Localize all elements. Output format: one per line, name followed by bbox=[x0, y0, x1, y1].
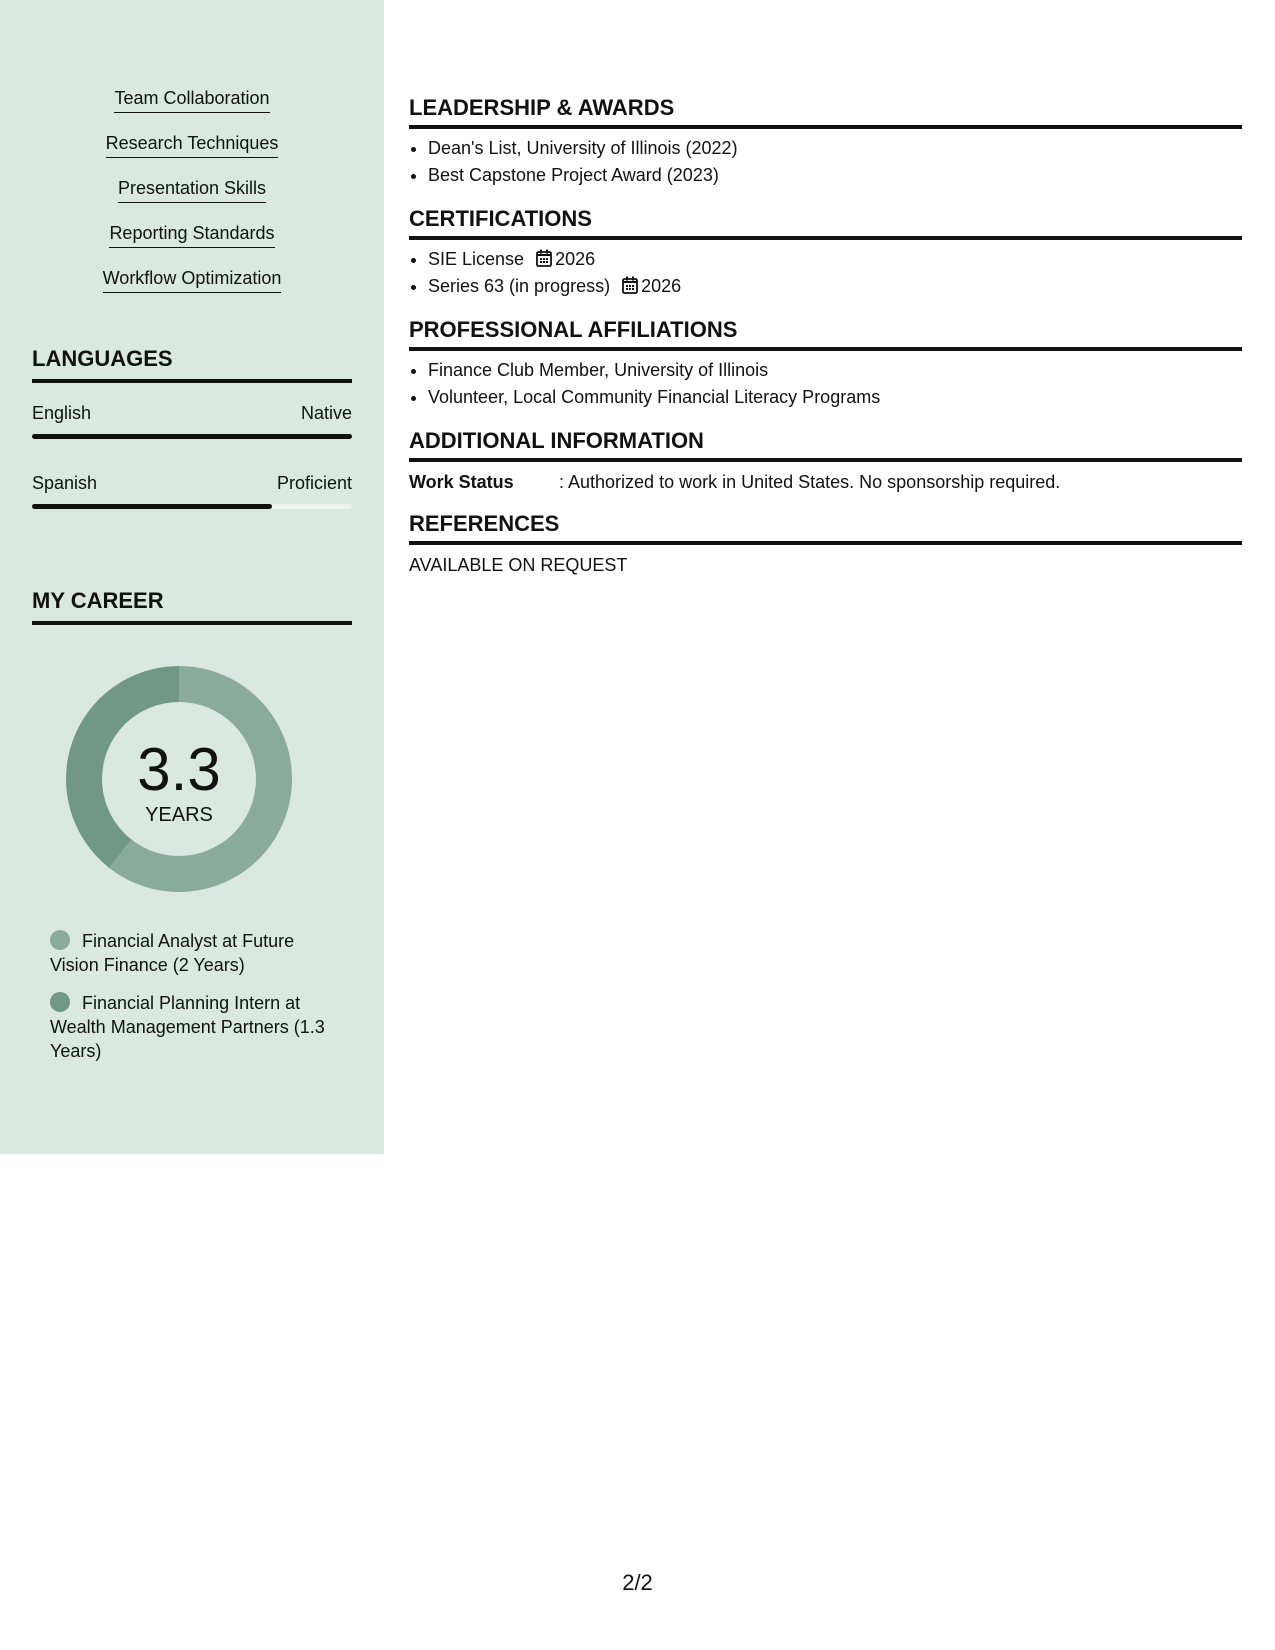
work-status-label: Work Status bbox=[409, 472, 514, 492]
references-heading: REFERENCES bbox=[409, 510, 1242, 545]
career-unit: YEARS bbox=[145, 804, 213, 826]
list-item: • Volunteer, Local Community Financial Literacy Programs bbox=[428, 384, 1242, 411]
list-item: • Dean's List, University of Illinois (2022) bbox=[428, 135, 1242, 162]
language-level: Native bbox=[300, 403, 352, 423]
calendar-icon bbox=[622, 276, 638, 294]
skill-label: Workflow Optimization bbox=[103, 266, 282, 293]
certification-year: 2026 bbox=[641, 276, 682, 296]
language-row-english bbox=[32, 403, 352, 424]
language-level: Proficient bbox=[276, 473, 352, 493]
work-status-row bbox=[409, 470, 1242, 494]
career-legend-label: Financial Planning Intern at Wealth Management Partners (1.3 Years) bbox=[50, 993, 325, 1061]
certification-name: Series 63 (in progress) bbox=[428, 276, 611, 296]
career-total: 3.3 bbox=[137, 736, 221, 803]
references-text: AVAILABLE ON REQUEST bbox=[409, 555, 628, 575]
leadership-section bbox=[409, 94, 1242, 189]
career-legend-item bbox=[50, 929, 330, 977]
skills-list bbox=[0, 86, 384, 311]
language-bar-fill bbox=[32, 504, 272, 509]
list-item bbox=[428, 273, 1242, 300]
skill-label: Research Techniques bbox=[106, 131, 279, 158]
leadership-heading: LEADERSHIP & AWARDS bbox=[409, 94, 1242, 129]
skill-item bbox=[0, 86, 384, 131]
leadership-list bbox=[409, 135, 1242, 189]
career-legend-item bbox=[50, 991, 330, 1063]
certification-year: 2026 bbox=[555, 249, 596, 269]
certification-name: SIE License bbox=[428, 249, 525, 269]
skill-label: Reporting Standards bbox=[109, 221, 274, 248]
affiliations-heading: PROFESSIONAL AFFILIATIONS bbox=[409, 316, 1242, 351]
skill-label: Team Collaboration bbox=[114, 86, 269, 113]
affiliations-section bbox=[409, 316, 1242, 411]
sidebar bbox=[0, 0, 384, 1154]
language-name: English bbox=[32, 403, 92, 423]
certifications-section bbox=[409, 205, 1242, 300]
career-legend-label: Financial Analyst at Future Vision Finance (2 Years) bbox=[50, 931, 295, 975]
language-bar-english bbox=[32, 434, 352, 439]
skill-item bbox=[0, 131, 384, 176]
language-bar-fill bbox=[32, 434, 352, 439]
career-heading: MY CAREER bbox=[32, 587, 352, 625]
affiliations-list bbox=[409, 357, 1242, 411]
language-row-spanish bbox=[32, 473, 352, 494]
certifications-list bbox=[409, 246, 1242, 300]
skill-item bbox=[0, 221, 384, 266]
legend-dot-icon bbox=[50, 992, 70, 1012]
list-item bbox=[428, 246, 1242, 273]
legend-dot-icon bbox=[50, 930, 70, 950]
languages-heading: LANGUAGES bbox=[32, 345, 352, 383]
skill-item bbox=[0, 266, 384, 311]
additional-info-heading: ADDITIONAL INFORMATION bbox=[409, 427, 1242, 462]
additional-info-section bbox=[409, 427, 1242, 494]
references-section bbox=[409, 510, 1242, 577]
language-bar-spanish bbox=[32, 504, 352, 509]
list-item: • Finance Club Member, University of Illinois bbox=[428, 357, 1242, 384]
certifications-heading: CERTIFICATIONS bbox=[409, 205, 1242, 240]
page-number: 2/2 bbox=[622, 1570, 653, 1595]
skill-item bbox=[0, 176, 384, 221]
list-item: • Best Capstone Project Award (2023) bbox=[428, 162, 1242, 189]
skill-label: Presentation Skills bbox=[118, 176, 266, 203]
calendar-icon bbox=[536, 249, 552, 267]
work-status-value: : Authorized to work in United States. No sponsorship required. bbox=[559, 472, 1061, 492]
career-donut-chart bbox=[66, 666, 292, 892]
language-name: Spanish bbox=[32, 473, 98, 493]
